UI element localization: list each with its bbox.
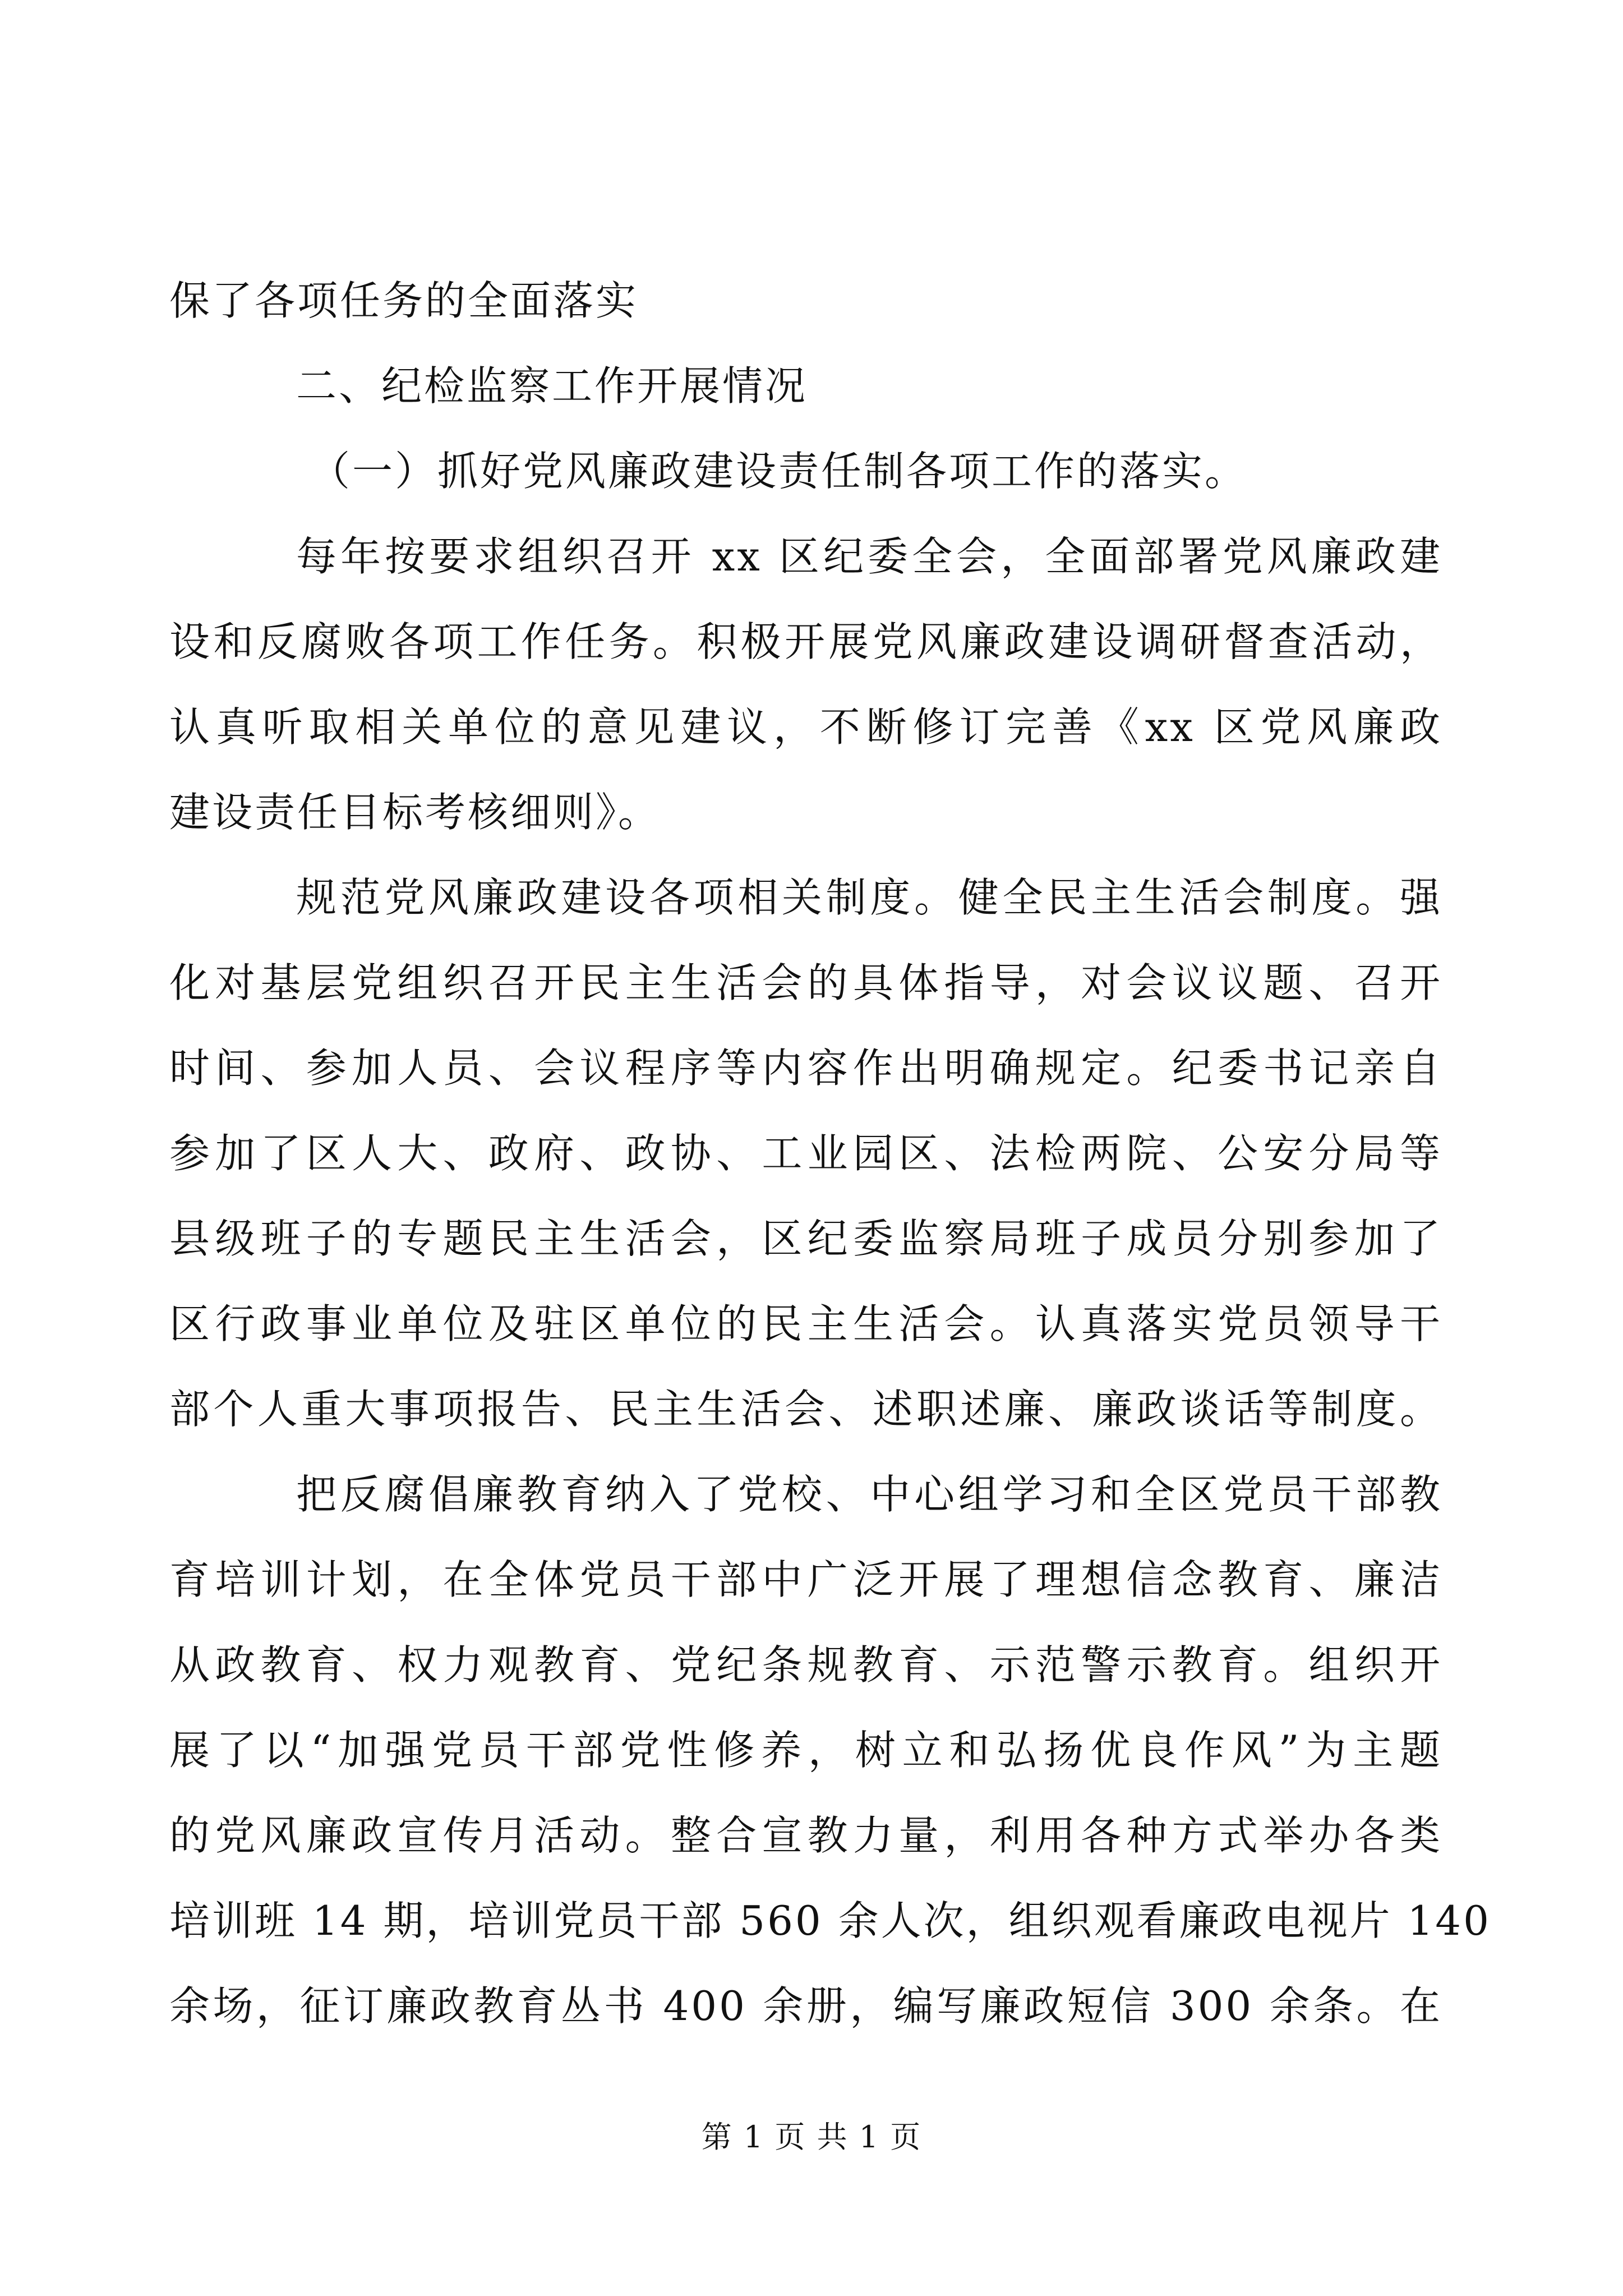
- text-line: 部个人重大事项报告、民主生活会、述职述廉、廉政谈话等制度。: [169, 1386, 1442, 1433]
- page-number-footer: 第 1 页 共 1 页: [701, 2119, 922, 2155]
- paragraph-first-line: 每年按要求组织召开 xx 区纪委全会，全面部署党风廉政建: [296, 533, 1442, 580]
- text-line: 县级班子的专题民主生活会，区纪委监察局班子成员分别参加了: [169, 1215, 1442, 1262]
- text-line: 建设责任目标考核细则》。: [169, 789, 661, 836]
- text-line: 时间、参加人员、会议程序等内容作出明确规定。纪委书记亲自: [169, 1045, 1442, 1092]
- text-line: 保了各项任务的全面落实: [169, 277, 639, 324]
- text-line: 区行政事业单位及驻区单位的民主生活会。认真落实党员领导干: [169, 1300, 1442, 1347]
- section-heading: 二、纪检监察工作开展情况: [296, 362, 808, 409]
- subsection-heading: （一）抓好党风廉政建设责任制各项工作的落实。: [310, 448, 1248, 495]
- text-line: 的党风廉政宣传月活动。整合宣教力量，利用各种方式举办各类: [169, 1812, 1442, 1859]
- text-line: 化对基层党组织召开民主生活会的具体指导，对会议议题、召开: [169, 959, 1442, 1006]
- text-line: 设和反腐败各项工作任务。积极开展党风廉政建设调研督查活动，: [169, 618, 1442, 665]
- document-body: [169, 258, 1491, 2049]
- paragraph-first-line: 把反腐倡廉教育纳入了党校、中心组学习和全区党员干部教: [296, 1471, 1442, 1518]
- text-line: 认真听取相关单位的意见建议，不断修订完善《xx 区党风廉政: [169, 703, 1442, 751]
- paragraph-first-line: 规范党风廉政建设各项相关制度。健全民主生活会制度。强: [296, 874, 1442, 921]
- text-line: 育培训计划，在全体党员干部中广泛开展了理想信念教育、廉洁: [169, 1556, 1442, 1603]
- text-line: 余场，征订廉政教育丛书 400 余册，编写廉政短信 300 余条。在: [169, 1982, 1442, 2030]
- text-line: 参加了区人大、政府、政协、工业园区、法检两院、公安分局等: [169, 1130, 1442, 1177]
- text-line: 培训班 14 期，培训党员干部 560 余人次，组织观看廉政电视片 140: [169, 1897, 1491, 1944]
- text-line: 展了以“加强党员干部党性修养，树立和弘扬优良作风”为主题: [169, 1727, 1442, 1774]
- text-line: 从政教育、权力观教育、党纪条规教育、示范警示教育。组织开: [169, 1641, 1442, 1688]
